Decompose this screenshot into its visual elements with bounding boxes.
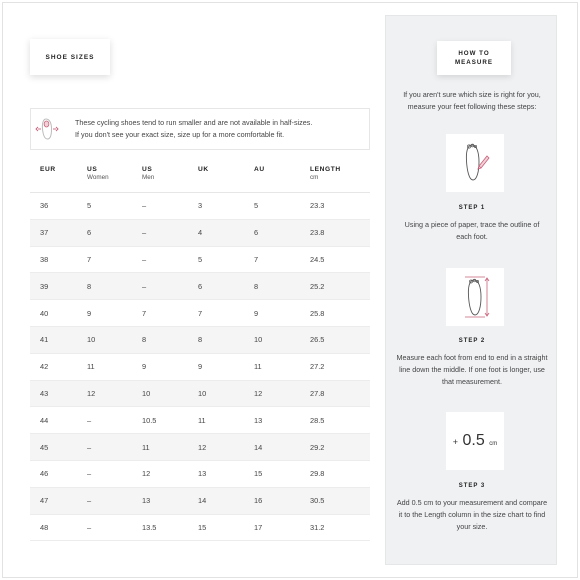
table-cell: 13 (254, 415, 263, 425)
table-cell: 12 (254, 388, 263, 398)
table-cell: 6 (87, 228, 92, 238)
step-1-label: STEP 1 (458, 205, 486, 211)
table-cell: – (142, 281, 147, 291)
table-cell: 27.8 (310, 388, 325, 398)
table-cell: 4 (198, 228, 203, 238)
table-cell: 3 (198, 201, 203, 211)
table-cell: – (142, 228, 147, 238)
table-row (30, 515, 370, 542)
table-cell: 38 (40, 254, 49, 264)
table-cell: 9 (142, 362, 147, 372)
step-2-label: STEP 2 (458, 338, 486, 344)
table-row (30, 488, 370, 515)
table-cell: 25.2 (310, 281, 325, 291)
table-cell: – (87, 415, 92, 425)
table-cell: 10 (254, 335, 263, 345)
table-cell: 8 (142, 335, 147, 345)
table-row (30, 220, 370, 247)
table-cell: 7 (254, 254, 259, 264)
step-2-text: Measure each foot from end to end in a straight line down the middle. If one foot is longer, use that measurement. (396, 353, 548, 386)
table-cell: 10.5 (142, 415, 157, 425)
foot-length-icon (446, 268, 504, 326)
shoe-sizes-title: SHOE SIZES (30, 39, 110, 75)
step-3-label: STEP 3 (458, 483, 486, 489)
table-row (30, 434, 370, 461)
size-chart-table (30, 166, 370, 541)
how-to-measure-panel (385, 15, 557, 565)
table-cell: 29.2 (310, 442, 325, 452)
table-cell: 5 (198, 254, 203, 264)
table-cell: 10 (142, 388, 151, 398)
table-cell: 14 (254, 442, 263, 452)
table-cell: 12 (87, 388, 96, 398)
table-cell: 13.5 (142, 522, 157, 532)
table-row (30, 273, 370, 300)
table-cell: 26.5 (310, 335, 325, 345)
table-cell: 9 (254, 308, 259, 318)
table-cell: 47 (40, 496, 49, 506)
table-row (30, 327, 370, 354)
table-cell: 9 (198, 362, 203, 372)
table-cell: 25.8 (310, 308, 325, 318)
table-cell: 7 (87, 254, 92, 264)
table-cell: 39 (40, 281, 49, 291)
table-cell: 8 (254, 281, 259, 291)
table-cell: 10 (87, 335, 96, 345)
table-row (30, 193, 370, 220)
table-cell: 9 (87, 308, 92, 318)
table-cell: 14 (198, 496, 207, 506)
fit-note-text (69, 117, 312, 141)
table-cell: 44 (40, 415, 49, 425)
foot-measure-icon (31, 109, 69, 149)
table-cell: 48 (40, 522, 49, 532)
how-to-measure-title-line1: HOW TO (458, 50, 490, 57)
table-cell: 40 (40, 308, 49, 318)
step-1-text: Using a piece of paper, trace the outline of each foot. (404, 220, 540, 241)
header-eur: EUR (40, 166, 56, 173)
table-cell: 7 (198, 308, 203, 318)
how-to-measure-title-line2: MEASURE (455, 59, 493, 66)
table-row (30, 300, 370, 327)
table-cell: 31.2 (310, 522, 325, 532)
table-cell: 11 (87, 362, 95, 372)
table-cell: 15 (198, 522, 207, 532)
table-cell: 5 (254, 201, 259, 211)
table-cell: 36 (40, 201, 49, 211)
table-row (30, 247, 370, 274)
how-to-measure-title (437, 41, 511, 75)
table-cell: 16 (254, 496, 263, 506)
table-cell: 43 (40, 388, 49, 398)
table-cell: 42 (40, 362, 49, 372)
header-us-women: US Women (87, 166, 109, 181)
table-cell: 27.2 (310, 362, 325, 372)
table-cell: – (87, 469, 92, 479)
table-cell: 28.5 (310, 415, 325, 425)
table-row (30, 354, 370, 381)
table-cell: – (87, 442, 92, 452)
table-cell: – (142, 201, 147, 211)
fit-note-line2: If you don't see your exact size, size up for a more comfortable fit. (75, 130, 285, 139)
table-cell: 11 (142, 442, 150, 452)
table-cell: 30.5 (310, 496, 325, 506)
table-row (30, 381, 370, 408)
table-cell: 11 (198, 415, 206, 425)
table-cell: 24.5 (310, 254, 325, 264)
table-cell: 15 (254, 469, 263, 479)
table-cell: 6 (254, 228, 259, 238)
table-cell: 13 (142, 496, 151, 506)
table-cell: 11 (254, 362, 262, 372)
foot-trace-icon (446, 134, 504, 192)
header-uk: UK (198, 166, 209, 173)
fit-note (30, 108, 370, 150)
table-cell: 5 (87, 201, 92, 211)
table-cell: – (87, 496, 92, 506)
table-cell: – (142, 254, 147, 264)
table-cell: – (87, 522, 92, 532)
table-cell: 6 (198, 281, 203, 291)
table-cell: 46 (40, 469, 49, 479)
header-au: AU (254, 166, 265, 173)
table-cell: 23.8 (310, 228, 325, 238)
table-cell: 37 (40, 228, 49, 238)
table-cell: 12 (198, 442, 207, 452)
size-chart-header (30, 166, 370, 193)
table-cell: 8 (87, 281, 92, 291)
table-cell: 29.8 (310, 469, 325, 479)
table-cell: 45 (40, 442, 49, 452)
table-cell: 12 (142, 469, 151, 479)
measure-add-value: + 0.5 cm (452, 432, 498, 449)
table-cell: 41 (40, 335, 49, 345)
table-cell: 23.3 (310, 201, 325, 211)
table-cell: 17 (254, 522, 263, 532)
plus-half-cm-icon (446, 412, 504, 470)
header-us-men: US Men (142, 166, 155, 181)
table-cell: 10 (198, 388, 207, 398)
fit-note-line1: These cycling shoes tend to run smaller and are not available in half-sizes. (75, 118, 313, 127)
measure-intro: If you aren't sure which size is right for you, measure your feet following these steps: (403, 90, 541, 111)
step-3-text: Add 0.5 cm to your measurement and compare it to the Length column in the size chart to find your size. (396, 498, 548, 531)
size-chart-body (30, 193, 370, 541)
table-row (30, 407, 370, 434)
header-length: LENGTH cm (310, 166, 341, 181)
table-cell: 8 (198, 335, 203, 345)
table-cell: 13 (198, 469, 207, 479)
table-cell: 7 (142, 308, 147, 318)
table-row (30, 461, 370, 488)
